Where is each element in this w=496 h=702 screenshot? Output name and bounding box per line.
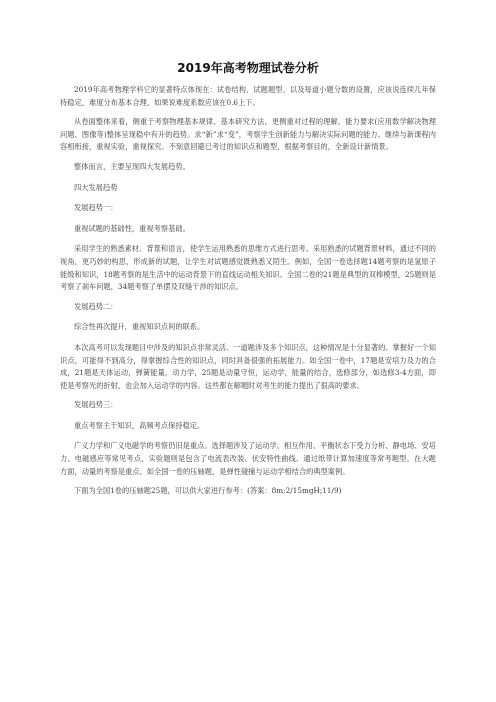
trend-three-heading: 发展趋势三： (74, 400, 118, 410)
closing-note: 下面为全国1卷的压轴题25题，可以供大家进行参考：(答案：8m;2/15mgH;11/9) (74, 486, 342, 496)
trend-two-heading: 发展趋势二： (74, 301, 118, 311)
trend-one-subtitle: 重视试题的基础性，重视考察基础。 (74, 223, 190, 233)
trend-two-subtitle: 综合性再次提升，重视知识点间的联系。 (74, 322, 205, 332)
trend-three-body: 广义力学和广义电磁学的考察仍旧是重点。选择题涉及了运动学、相互作用、平衡状态下受力分析、静电场、安培力、电磁感应等常见考点，实验题则是包含了电流表改装、伏安特性曲线、通过纸带计算加速度等常考题型。在大题方面，动量的考察是重点。如全国一卷的压轴题，是弹性碰撞与运动学相结合的典型案例。 (60, 441, 436, 476)
document-page (60, 60, 436, 505)
document-title: 2019年高考物理试卷分析 (177, 61, 319, 75)
paragraph-overview: 从卷面整体来看，侧重于考察物理基本规律、基本研究方法，更侧重对过程的理解、能力要求(应用数学解决物理问题、图像等)整体呈现稳中有升的趋势。求“新”求“变”，考察学生创新能力与解决实际问题的能力。继续与新课程内容相衔接，重视实验，重视探究。不刻意回避已考过的知识点和题型，根据考察目的，全新设计新情景。 (60, 117, 436, 152)
trend-three-subtitle: 重点考察主干知识，高频考点保持稳定。 (74, 420, 205, 430)
paragraph-intro: 2019年高考物理学科它的显著特点体现在：试卷结构、试题题型、以及每道小题分数的设置，应该说连续几年保持稳定，难度分布基本合理，如果说难度系数应该在0.6上下。 (60, 85, 436, 107)
trend-two-body: 本次高考可以发现题目中涉及的知识点非常灵活。一道题涉及多个知识点，这种情况是十分显著的。掌握好一个知识点，可能得不到高分，得掌握综合性的知识点，同时具备很强的拓展能力。如全国一卷中，17题是安培力及力的合成，21题是天体运动，弹簧能量，动力学，25题是动量守恒，运动学，能量的结合，选修部分，如选修3-4方面，即使是考察光的折射，也会加入运动学的内容。这些都在解题时对考生的能力提出了很高的要求。 (60, 342, 436, 390)
section-heading-trends: 四大发展趋势 (74, 182, 118, 192)
trend-one-body: 采用学生的熟悉素材、背景和语言，使学生运用熟悉的思维方式进行思考。采用熟悉的试题背景材料，通过不同的视角，更巧妙的构思，形成新的试题，让学生对试题感觉既熟悉又陌生。例如，全国一卷选择题14题考察的是氢原子能级和知识，18题考察的是生活中的运动背景下的直线运动相关知识。全国二卷的21题是典型的双棒模型，25题则是考察了刹车问题，34题考察了单摆及双缝干涉的知识点。 (60, 244, 436, 292)
paragraph-summary: 整体而言，主要呈现四大发展趋势。 (74, 161, 190, 171)
trend-one-heading: 发展趋势一： (74, 203, 118, 213)
